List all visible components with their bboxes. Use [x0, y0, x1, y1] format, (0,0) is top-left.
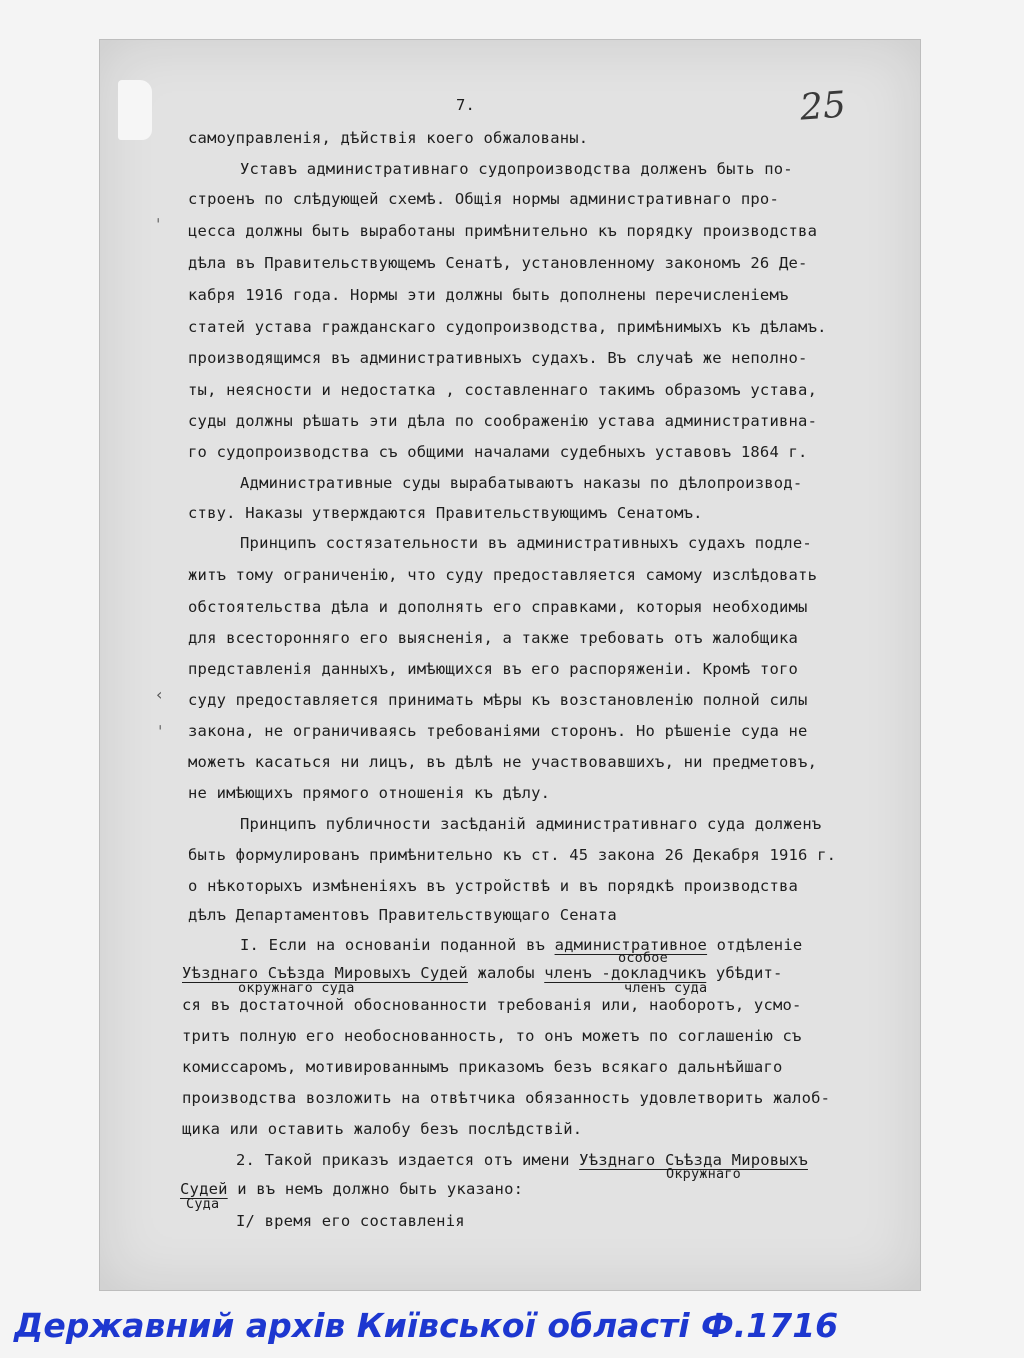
text-line: производства возложить на отвѣтчика обязанность удовлетворить жалоб-	[182, 1089, 831, 1107]
text-line: не имѣющихъ прямого отношенія къ дѣлу.	[188, 784, 551, 802]
text-line: для всесторонняго его выясненія, а также требовать отъ жалобщика	[188, 629, 799, 647]
underlined-phrase: Уѣзднаго Съѣзда Мировыхъ Судей	[182, 964, 468, 982]
text-line: суды должны рѣшать эти дѣла по соображенію устава административна-	[188, 412, 818, 430]
torn-paper-edge	[118, 80, 152, 140]
text-line: кабря 1916 года. Нормы эти должны быть дополнены перечисленіемъ	[188, 286, 789, 304]
underlined-phrase: Уѣзднаго Съѣзда Мировыхъ	[579, 1151, 808, 1169]
text-line: дѣла въ Правительствующемъ Сенатѣ, установленному закономъ 26 Де-	[188, 254, 808, 272]
text-line: самоуправленія, дѣйствія коего обжалованы.	[188, 129, 589, 147]
text-line: ству. Наказы утверждаются Правительствующимъ Сенатомъ.	[188, 504, 703, 522]
text-line: Административные суды вырабатываютъ наказы по дѣлопроизвод-	[240, 474, 803, 492]
text-line: ты, неясности и недостатка , составленнаго такимъ образомъ устава,	[188, 381, 818, 399]
typed-insert: Окружнаго	[666, 1166, 741, 1182]
paragraph-1-line: Уѣзднаго Съѣзда Мировыхъ Судей жалобы членъ -докладчикъ убѣдит-	[182, 964, 783, 982]
archive-caption: Державний архів Київської області Ф.1716	[14, 1306, 839, 1345]
text-line: дѣлъ Департаментовъ Правительствующаго Сената	[188, 906, 617, 924]
text-line: можетъ касаться ни лицъ, въ дѣлѣ не участвовавшихъ, ни предметовъ,	[188, 753, 818, 771]
document-page	[100, 40, 920, 1290]
text-line: быть формулированъ примѣнительно къ ст. 45 закона 26 Декабря 1916 г.	[188, 846, 837, 864]
underlined-phrase: членъ -докладчикъ	[544, 964, 707, 982]
text-line: Уставъ административнаго судопроизводства долженъ быть по-	[240, 160, 793, 178]
archive-page-number: 25	[798, 84, 848, 129]
margin-tick-mark: ˌ	[158, 712, 163, 731]
text-line: житъ тому ограниченію, что суду предоставляется самому изслѣдовать	[188, 566, 818, 584]
text-line: о нѣкоторыхъ измѣненіяхъ въ устройствѣ и въ порядкѣ производства	[188, 877, 799, 895]
typed-insert: членъ суда	[624, 980, 708, 996]
text-line: обстоятельства дѣла и дополнять его справками, которыя необходимы	[188, 598, 808, 616]
text-line: Принципъ публичности засѣданій административнаго суда долженъ	[240, 815, 822, 833]
text-line: строенъ по слѣдующей схемѣ. Общія нормы административнаго про-	[188, 190, 779, 208]
text-line: го судопроизводства съ общими началами судебныхъ уставовъ 1864 г.	[188, 443, 808, 461]
text-line: цесса должны быть выработаны примѣнительно къ порядку производства	[188, 222, 818, 240]
underlined-word: административное	[554, 936, 708, 954]
text-line: производящимся въ административныхъ судахъ. Въ случаѣ же неполно-	[188, 349, 808, 367]
typed-insert: Суда	[186, 1196, 220, 1212]
underlined-word: Судей	[180, 1180, 228, 1198]
text-line: представленія данныхъ, имѣющихся въ его распоряженіи. Кромѣ того	[188, 660, 799, 678]
text-line: ся въ достаточной обоснованности требованія или, наоборотъ, усмо-	[182, 996, 802, 1014]
text-line: статей устава гражданскаго судопроизводства, примѣнимыхъ къ дѣламъ.	[188, 318, 827, 336]
paragraph-2-line: 2. Такой приказъ издается отъ имени Уѣзднаго Съѣзда Мировыхъ	[236, 1151, 808, 1169]
page-number: 7.	[456, 96, 476, 114]
margin-tick-mark: ˌ	[156, 205, 161, 224]
list-item: I/ время его составленія	[236, 1212, 465, 1230]
text-line: закона, не ограничиваясь требованіями сторонъ. Но рѣшеніе суда не	[188, 722, 808, 740]
handwritten-insert: особое	[618, 950, 668, 966]
typed-insert: окружнаго суда	[238, 980, 355, 996]
text-line: суду предоставляется принимать мѣры къ возстановленію полной силы	[188, 691, 808, 709]
text-line: тритъ полную его необоснованность, то онъ можетъ по соглашенію съ	[182, 1027, 802, 1045]
text-line: Принципъ состязательности въ административныхъ судахъ подле-	[240, 534, 812, 552]
text-line: комиссаромъ, мотивированнымъ приказомъ безъ всякаго дальнѣйшаго	[182, 1058, 783, 1076]
paragraph-2-line: Судей и въ немъ должно быть указано:	[180, 1180, 524, 1198]
paragraph-1-line: I. Если на основаніи поданной въ административное отдѣленіе	[240, 936, 803, 954]
text-line: щика или оставить жалобу безъ послѣдствій.	[182, 1120, 583, 1138]
margin-tick-mark: ‹	[156, 685, 163, 704]
